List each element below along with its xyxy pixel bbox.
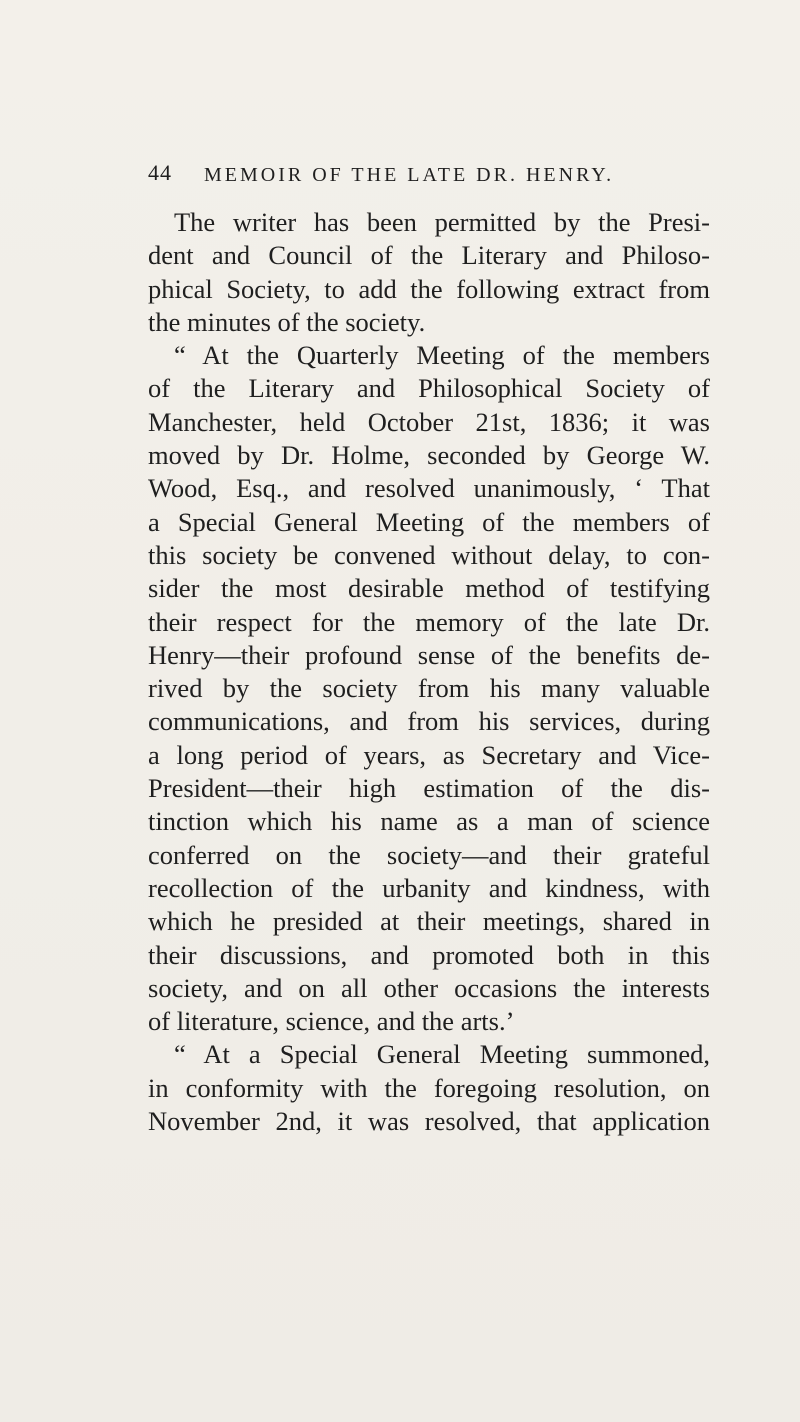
text-line: the minutes of the society. (148, 306, 426, 337)
running-title: MEMOIR OF THE LATE DR. HENRY. (204, 164, 615, 186)
page-number: 44 (148, 160, 172, 185)
page-header (150, 160, 710, 196)
text-line: Wood, Esq., and resolved unanimously, ‘ That (148, 473, 710, 504)
text-line: their respect for the memory of the late Dr. (148, 606, 710, 637)
text-line: President—their high estimation of the dis- (148, 773, 710, 804)
text-line: rived by the society from his many valuable (148, 673, 710, 704)
text-line: of the Literary and Philosophical Society of (148, 373, 710, 404)
text-line: The writer has been permitted by the Presi- (174, 207, 710, 237)
text-line: a long period of years, as Secretary and Vice- (148, 739, 710, 770)
text-line: Henry—their profound sense of the benefits de- (148, 639, 710, 670)
text-line: a Special General Meeting of the members of (148, 506, 710, 537)
text-line: sider the most desirable method of testifying (148, 573, 710, 604)
text-line: tinction which his name as a man of science (148, 806, 710, 837)
text-line: this society be convened without delay, to con- (148, 539, 710, 570)
text-line: “ At the Quarterly Meeting of the members (174, 340, 710, 371)
text-line: dent and Council of the Literary and Philoso- (148, 240, 710, 271)
text-line: November 2nd, it was resolved, that application (148, 1106, 710, 1137)
text-line: of literature, science, and the arts.’ (148, 1006, 515, 1037)
text-line: their discussions, and promoted both in this (148, 939, 710, 970)
text-line: “ At a Special General Meeting summoned, (174, 1039, 710, 1070)
text-line: communications, and from his services, during (148, 706, 710, 737)
text-line: society, and on all other occasions the interests (148, 972, 710, 1003)
body-text (148, 206, 710, 1138)
text-line: Manchester, held October 21st, 1836; it was (148, 406, 710, 437)
text-line: recollection of the urbanity and kindness, with (148, 872, 710, 903)
text-line: moved by Dr. Holme, seconded by George W. (148, 440, 710, 471)
text-line: in conformity with the foregoing resolution, on (148, 1072, 710, 1103)
text-line: which he presided at their meetings, shared in (148, 906, 710, 937)
text-line: phical Society, to add the following extract from (148, 273, 710, 304)
text-line: conferred on the society—and their grateful (148, 839, 710, 870)
